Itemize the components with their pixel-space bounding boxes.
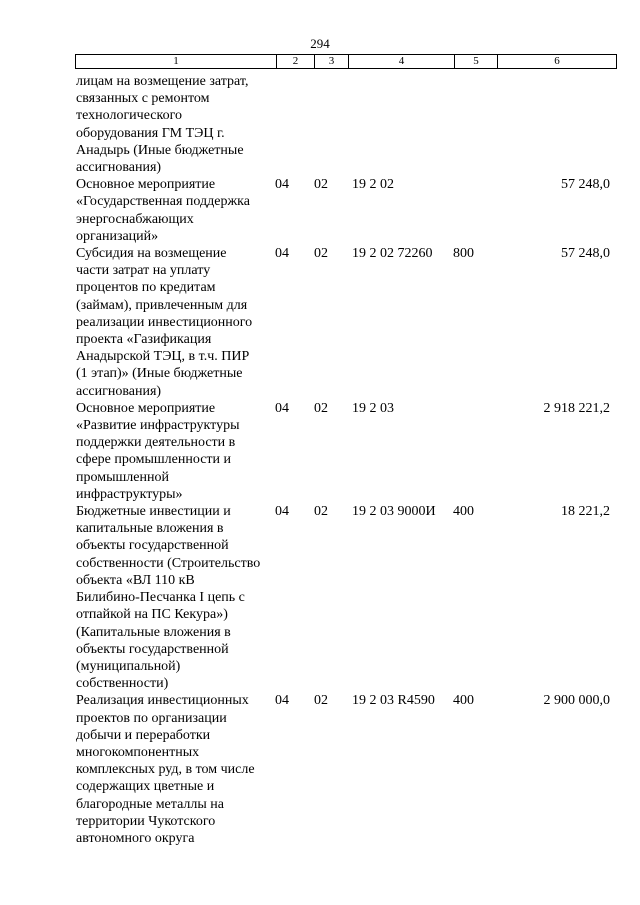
row-name-line: проекта «Газификация xyxy=(76,332,212,348)
table-row xyxy=(75,73,610,176)
row-section: 04 xyxy=(275,693,289,709)
row-name-line: территории Чукотского xyxy=(76,813,216,829)
row-target-code: 19 2 03 9000И xyxy=(352,504,436,520)
row-name xyxy=(76,176,274,245)
row-name-line: Основное мероприятие xyxy=(76,400,216,416)
row-amount: 2 900 000,0 xyxy=(543,693,610,709)
table-row xyxy=(75,503,610,692)
row-name-line: собственности (Строительство xyxy=(76,555,261,571)
column-header-1: 1 xyxy=(76,55,277,69)
row-name-line: инфраструктуры» xyxy=(76,486,183,502)
row-name-line: связанных с ремонтом xyxy=(76,91,210,107)
row-name xyxy=(76,503,274,692)
column-header-5: 5 xyxy=(455,55,498,69)
table-row xyxy=(75,692,610,847)
row-name xyxy=(76,245,274,400)
page-number: 294 xyxy=(310,36,330,51)
row-name-line: комплексных руд, в том числе xyxy=(76,762,255,778)
row-name-line: объекты государственной xyxy=(76,538,229,554)
row-amount: 2 918 221,2 xyxy=(543,400,610,416)
row-expense-type: 800 xyxy=(453,246,474,262)
row-name-line: (1 этап)» (Иные бюджетные xyxy=(76,366,243,382)
row-name-line: (муниципальной) xyxy=(76,658,181,674)
row-target-code: 19 2 03 xyxy=(352,400,394,416)
row-amount: 57 248,0 xyxy=(561,177,610,193)
row-name-line: процентов по кредитам xyxy=(76,280,216,296)
column-header-6: 6 xyxy=(498,55,617,69)
row-name xyxy=(76,73,274,176)
row-name-line: автономного округа xyxy=(76,830,195,846)
row-section: 04 xyxy=(275,400,289,416)
row-name-line: Реализация инвестиционных xyxy=(76,693,249,709)
row-name-line: организаций» xyxy=(76,228,159,244)
row-amount: 57 248,0 xyxy=(561,246,610,262)
row-name-line: Билибино-Песчанка I цепь с xyxy=(76,590,245,606)
table-row xyxy=(75,176,610,245)
column-header-2: 2 xyxy=(277,55,315,69)
row-expense-type: 400 xyxy=(453,504,474,520)
row-name-line: «Государственная поддержка xyxy=(76,194,250,210)
row-name-line: отпайкой на ПС Кекура») xyxy=(76,607,228,623)
row-name-line: проектов по организации xyxy=(76,710,227,726)
column-header-table xyxy=(75,54,617,69)
column-header-4: 4 xyxy=(349,55,455,69)
row-name-line: технологического xyxy=(76,108,182,124)
row-name-line: Бюджетные инвестиции и xyxy=(76,504,231,520)
row-name-line: содержащих цветные и xyxy=(76,779,215,795)
row-name-line: поддержки деятельности в xyxy=(76,435,236,451)
row-name-line: Анадырской ТЭЦ, в т.ч. ПИР xyxy=(76,349,250,365)
row-subsection: 02 xyxy=(314,177,328,193)
table-row xyxy=(75,400,610,503)
row-name-line: ассигнования) xyxy=(76,383,162,399)
row-name-line: части затрат на уплату xyxy=(76,263,211,279)
budget-table-body xyxy=(75,73,610,847)
row-target-code: 19 2 02 xyxy=(352,177,394,193)
row-subsection: 02 xyxy=(314,504,328,520)
row-target-code: 19 2 03 R4590 xyxy=(352,693,435,709)
row-name-line: (Капитальные вложения в xyxy=(76,624,231,640)
row-name-line: объекты государственной xyxy=(76,641,229,657)
row-name-line: Основное мероприятие xyxy=(76,177,216,193)
row-expense-type: 400 xyxy=(453,693,474,709)
row-name-line: благородные металлы на xyxy=(76,796,224,812)
row-subsection: 02 xyxy=(314,400,328,416)
row-name-line: капитальные вложения в xyxy=(76,521,224,537)
row-name-line: оборудования ГМ ТЭЦ г. xyxy=(76,125,225,141)
table-row xyxy=(75,245,610,400)
column-header-row xyxy=(76,55,617,69)
row-target-code: 19 2 02 72260 xyxy=(352,246,433,262)
row-name xyxy=(76,400,274,503)
row-name-line: «Развитие инфраструктуры xyxy=(76,418,240,434)
row-section: 04 xyxy=(275,177,289,193)
row-name-line: (займам), привлеченным для xyxy=(76,297,248,313)
row-subsection: 02 xyxy=(314,246,328,262)
row-amount: 18 221,2 xyxy=(561,504,610,520)
row-name-line: промышленной xyxy=(76,469,169,485)
row-name-line: добычи и переработки xyxy=(76,727,211,743)
row-name-line: энергоснабжающих xyxy=(76,211,194,227)
row-name-line: объекта «ВЛ 110 кВ xyxy=(76,572,195,588)
row-name-line: лицам на возмещение затрат, xyxy=(76,74,249,89)
row-section: 04 xyxy=(275,246,289,262)
row-name-line: Анадырь (Иные бюджетные xyxy=(76,142,244,158)
row-section: 04 xyxy=(275,504,289,520)
row-name-line: ассигнования) xyxy=(76,160,162,176)
row-name-line: многокомпонентных xyxy=(76,744,200,760)
row-name-line: собственности) xyxy=(76,676,169,692)
column-header-3: 3 xyxy=(315,55,349,69)
row-name-line: реализации инвестиционного xyxy=(76,314,253,330)
row-name-line: Субсидия на возмещение xyxy=(76,246,227,262)
row-name xyxy=(76,692,274,847)
row-name-line: сфере промышленности и xyxy=(76,452,232,468)
row-subsection: 02 xyxy=(314,693,328,709)
